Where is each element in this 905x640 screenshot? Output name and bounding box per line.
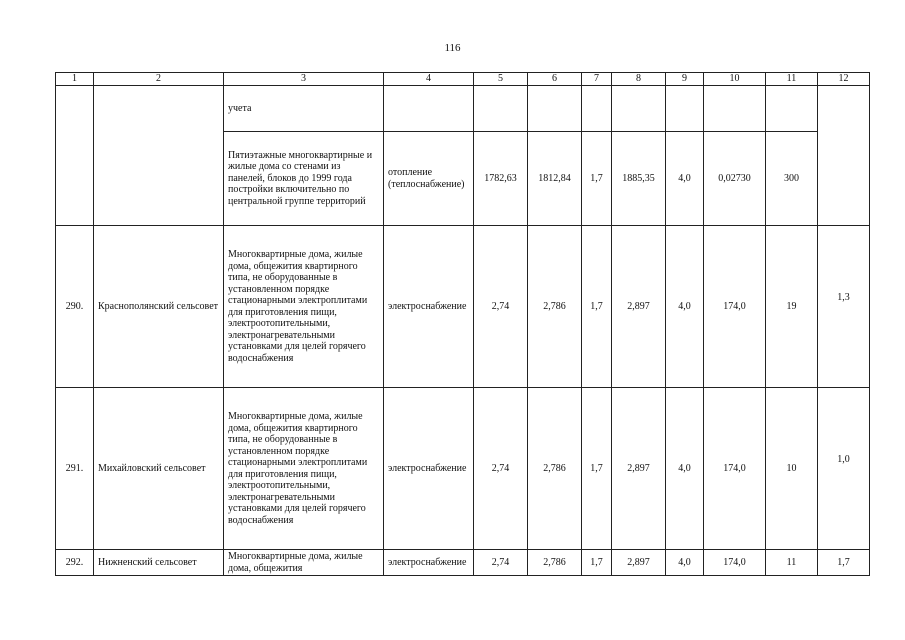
cell-col11: 10	[766, 388, 818, 550]
table-row	[56, 226, 870, 388]
cell-name: Краснополянский сельсовет	[94, 226, 224, 388]
cell-col8: 2,897	[612, 226, 666, 388]
cell-num: 291.	[56, 388, 94, 550]
cell-num: 290.	[56, 226, 94, 388]
cell	[528, 86, 582, 132]
cell-col9: 4,0	[666, 132, 704, 226]
header-cell: 10	[704, 73, 766, 86]
cell-name	[94, 86, 224, 226]
header-cell: 4	[384, 73, 474, 86]
cell-service: отопление (теплоснабжение)	[384, 132, 474, 226]
cell-col8: 1885,35	[612, 132, 666, 226]
cell-col6: 1812,84	[528, 132, 582, 226]
cell-col6: 2,786	[528, 388, 582, 550]
header-cell: 6	[528, 73, 582, 86]
cell-col7: 1,7	[582, 132, 612, 226]
header-cell: 11	[766, 73, 818, 86]
header-cell: 1	[56, 73, 94, 86]
cell	[766, 86, 818, 132]
page-number: 116	[444, 42, 461, 54]
cell-col9: 4,0	[666, 550, 704, 576]
cell-col10: 0,02730	[704, 132, 766, 226]
tariff-table	[55, 72, 870, 576]
cell-col7: 1,7	[582, 388, 612, 550]
cell	[704, 86, 766, 132]
cell-col5: 2,74	[474, 226, 528, 388]
header-row	[56, 73, 870, 86]
cell-col12: 1,0	[818, 388, 870, 550]
header-cell: 8	[612, 73, 666, 86]
cell-col7: 1,7	[582, 226, 612, 388]
header-cell: 3	[224, 73, 384, 86]
table-row	[56, 388, 870, 550]
cell-col9: 4,0	[666, 226, 704, 388]
header-cell: 12	[818, 73, 870, 86]
cell-service: электроснабжение	[384, 388, 474, 550]
cell-col5: 2,74	[474, 388, 528, 550]
cell-col10: 174,0	[704, 388, 766, 550]
cell-desc: Многоквартирные дома, жилые дома, общежития квартирного типа, не оборудованные в установленном порядке стационарными электроплитами для приготовления пищи, электроотопительными, электронагревательными установками для целей горячего водоснабжения	[224, 226, 384, 388]
cell-name: Нижненский сельсовет	[94, 550, 224, 576]
table-row	[56, 86, 870, 132]
cell-desc: Пятиэтажные многоквартирные и жилые дома со стенами из панелей, блоков до 1999 года постройки включительно по центральной группе территорий	[224, 132, 384, 226]
cell-service: электроснабжение	[384, 226, 474, 388]
cell-col10: 174,0	[704, 226, 766, 388]
header-cell: 9	[666, 73, 704, 86]
cell	[384, 86, 474, 132]
cell-col10: 174,0	[704, 550, 766, 576]
cell-desc: учета	[224, 86, 384, 132]
cell-desc: Многоквартирные дома, жилые дома, общежития квартирного типа, не оборудованные в установленном порядке стационарными электроплитами для приготовления пищи, электроотопительными, электронагревательными установками для целей горячего водоснабжения	[224, 388, 384, 550]
cell	[612, 86, 666, 132]
cell-col7: 1,7	[582, 550, 612, 576]
header-cell: 7	[582, 73, 612, 86]
cell-col8: 2,897	[612, 550, 666, 576]
cell-col6: 2,786	[528, 226, 582, 388]
cell-col5: 1782,63	[474, 132, 528, 226]
cell-col12	[818, 86, 870, 226]
cell-num: 292.	[56, 550, 94, 576]
cell-col5: 2,74	[474, 550, 528, 576]
cell-col6: 2,786	[528, 550, 582, 576]
cell-service: электроснабжение	[384, 550, 474, 576]
cell-col9: 4,0	[666, 388, 704, 550]
cell	[474, 86, 528, 132]
cell-col11: 19	[766, 226, 818, 388]
cell-col11: 300	[766, 132, 818, 226]
cell-col8: 2,897	[612, 388, 666, 550]
cell-col12: 1,3	[818, 226, 870, 388]
cell	[666, 86, 704, 132]
cell-col12: 1,7	[818, 550, 870, 576]
cell-name: Михайловский сельсовет	[94, 388, 224, 550]
header-cell: 5	[474, 73, 528, 86]
cell-num	[56, 86, 94, 226]
table-row	[56, 550, 870, 576]
cell-col11: 11	[766, 550, 818, 576]
cell-desc: Многоквартирные дома, жилые дома, общежития	[224, 550, 384, 576]
cell	[582, 86, 612, 132]
header-cell: 2	[94, 73, 224, 86]
